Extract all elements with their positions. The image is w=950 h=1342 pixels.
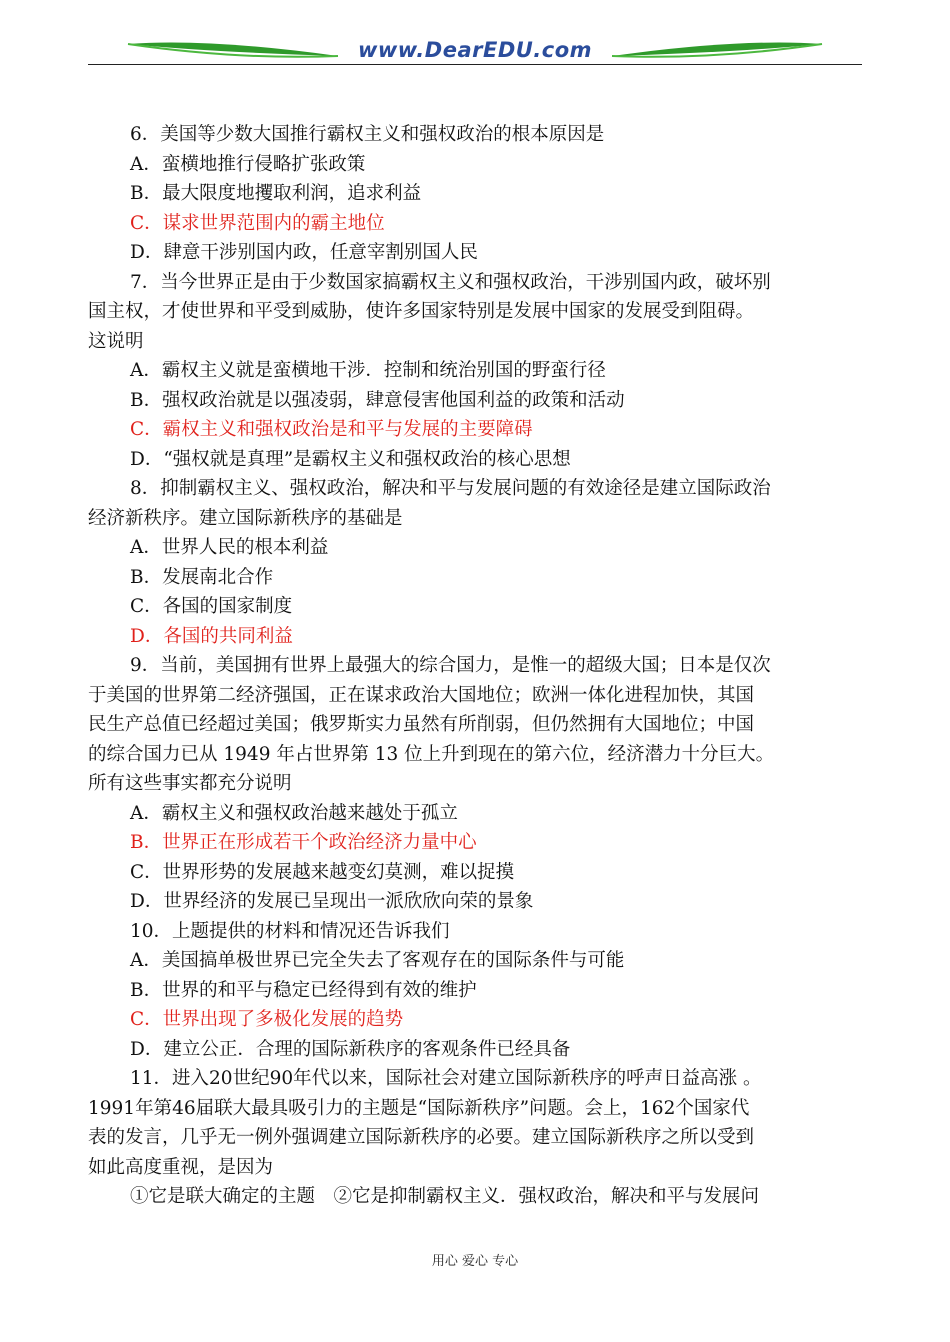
text-line: D．建立公正．合理的国际新秩序的客观条件已经具备 [130, 1038, 571, 1060]
text-line: D．世界经济的发展已呈现出一派欣欣向荣的景象 [130, 891, 534, 912]
text-line: C．各国的国家制度 [130, 596, 293, 617]
answer-line: D．各国的共同利益 [130, 625, 293, 647]
text-line: B．发展南北合作 [130, 566, 274, 588]
text-line: D．肆意干涉别国内政，任意宰割别国人民 [130, 242, 478, 263]
text-line: B．最大限度地攫取利润，追求利益 [130, 183, 422, 204]
text-line: 国主权，才使世界和平受到威胁，使许多国家特别是发展中国家的发展受到阻碍。 [88, 301, 755, 322]
text-line: 经济新秩序。建立国际新秩序的基础是 [88, 507, 403, 529]
text-line: 10．上题提供的材料和情况还告诉我们 [130, 920, 450, 942]
text-line: A．霸权主义和强权政治越来越处于孤立 [130, 802, 458, 824]
text-line: C．世界形势的发展越来越变幻莫测，难以捉摸 [130, 861, 515, 883]
text-line: D．“强权就是真理”是霸权主义和强权政治的核心思想 [130, 448, 571, 470]
text-line: 的综合国力已从 1949 年占世界第 13 位上升到现在的第六位，经济潜力十分巨大。 [88, 743, 775, 765]
text-line: 所有这些事实都充分说明 [88, 773, 292, 794]
answer-line: C．谋求世界范围内的霸主地位 [130, 212, 385, 234]
text-line: 1991年第46届联大最具吸引力的主题是“国际新秩序”问题。会上，162个国家代 [88, 1097, 750, 1119]
text-line: ①它是联大确定的主题 ②它是抑制霸权主义．强权政治，解决和平与发展问 [130, 1186, 760, 1207]
text-line: A．美国搞单极世界已完全失去了客观存在的国际条件与可能 [130, 950, 625, 971]
document-body [88, 120, 868, 1212]
text-line: B．强权政治就是以强凌弱，肆意侵害他国利益的政策和活动 [130, 389, 625, 411]
text-line: 如此高度重视，是因为 [88, 1156, 274, 1178]
answer-line: B．世界正在形成若干个政治经济力量中心 [130, 832, 477, 853]
text-line: 于美国的世界第二经济强国，正在谋求政治大国地位；欧洲一体化进程加快，其国 [88, 684, 755, 706]
text-line: A．霸权主义就是蛮横地干涉．控制和统治别国的野蛮行径 [130, 360, 606, 381]
text-line: 9．当前，美国拥有世界上最强大的综合国力，是惟一的超级大国；日本是仅次 [130, 655, 771, 676]
text-line: A．蛮横地推行侵略扩张政策 [130, 153, 366, 175]
text-line: B．世界的和平与稳定已经得到有效的维护 [130, 979, 477, 1001]
text-line: 8．抑制霸权主义、强权政治，解决和平与发展问题的有效途径是建立国际政治 [130, 478, 771, 499]
text-line: 这说明 [88, 330, 144, 352]
text-line: 民生产总值已经超过美国；俄罗斯实力虽然有所削弱，但仍然拥有大国地位；中国 [88, 714, 755, 735]
text-line: A．世界人民的根本利益 [130, 537, 329, 558]
site-logo-text[interactable]: www.DearEDU.com [357, 38, 593, 62]
text-line: 7．当今世界正是由于少数国家搞霸权主义和强权政治，干涉别国内政，破坏别 [130, 271, 771, 293]
answer-line: C．霸权主义和强权政治是和平与发展的主要障碍 [130, 419, 533, 440]
text-line: 11．进入20世纪90年代以来，国际社会对建立国际新秩序的呼声日益高涨 。 [130, 1068, 762, 1089]
answer-line: C．世界出现了多极化发展的趋势 [130, 1009, 404, 1030]
header-rule [88, 64, 862, 65]
text-line: 表的发言，几乎无一例外强调建立国际新秩序的必要。建立国际新秩序之所以受到 [88, 1127, 755, 1148]
text-line: 6．美国等少数大国推行霸权主义和强权政治的根本原因是 [130, 124, 605, 145]
page-footer: 用心 爱心 专心 [431, 1254, 519, 1269]
